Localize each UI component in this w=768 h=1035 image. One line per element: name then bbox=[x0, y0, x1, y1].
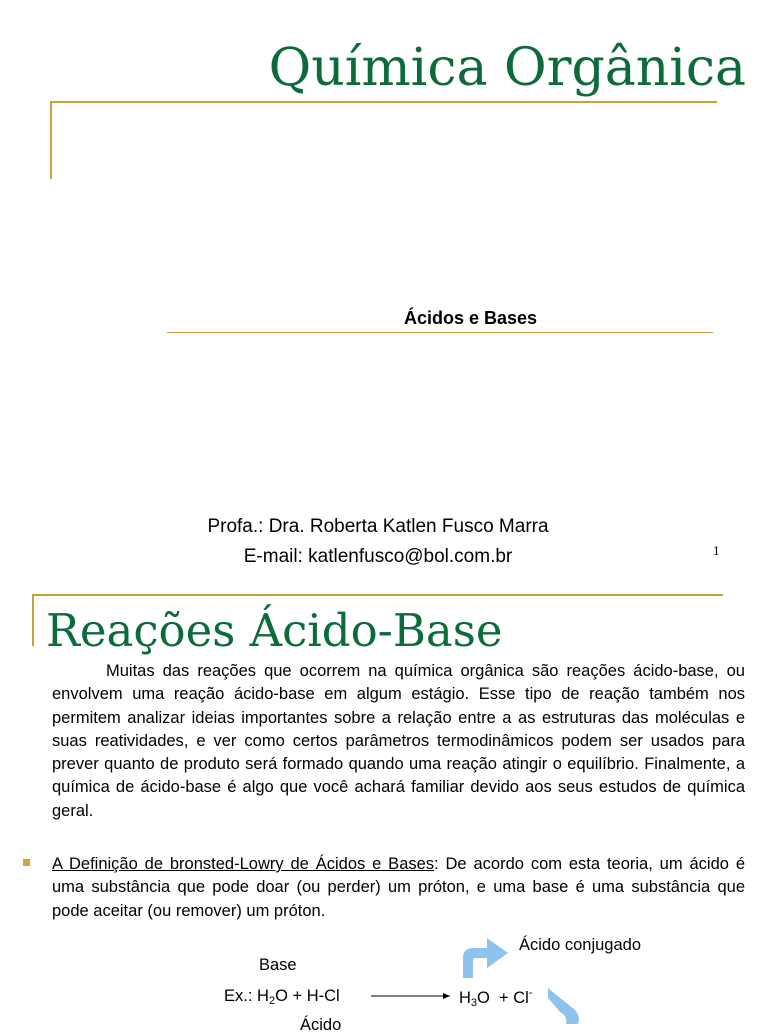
label-base: Base bbox=[259, 956, 297, 974]
slide-title: Química Orgânica bbox=[268, 38, 746, 98]
reactants: Ex.: $H_2O + H-Cl$ bbox=[224, 987, 340, 1007]
subtitle-rule bbox=[167, 332, 713, 333]
conjugate-base-curved-arrow-icon bbox=[548, 988, 579, 1024]
slide-title: Reações Ácido-Base bbox=[46, 604, 503, 657]
label-acid: Ácido bbox=[300, 1016, 342, 1034]
page-number: 1 bbox=[713, 545, 720, 558]
conjugate-acid-curved-arrow-icon bbox=[463, 938, 508, 978]
label-conjugate-acid: Ácido conjugado bbox=[519, 936, 642, 954]
reaction-diagram bbox=[0, 580, 768, 1024]
author-email: E-mail: katlenfusco@bol.com.br bbox=[243, 546, 513, 567]
slide-subtitle: Ácidos e Bases bbox=[404, 308, 538, 328]
intro-paragraph-text: Muitas das reações que ocorrem na química orgânica são reações ácido-base, ou envolvem uma reação ácido-base em algum estágio. Esse tipo de reação também nos permitem analizar ideias importantes sobre a relação entre a as estruturas das moléculas e suas reatividades, e ver como certos parâmetros termodinâmicos podem ser usados para prever quanto de produto será formado quando uma reação atingir o equilíbrio. Finalmente, a química de ácido-base é algo que você achará familiar devido aos seus estudos de química geral. bbox=[52, 662, 745, 820]
author-name: Profa.: Dra. Roberta Katlen Fusco Marra bbox=[207, 516, 549, 537]
definition-heading: A Definição de bronsted-Lowry de Ácidos e Bases bbox=[52, 855, 435, 873]
title-rule-vertical bbox=[50, 101, 52, 179]
slide-2 bbox=[0, 580, 768, 1034]
products: $H_3O + Cl^-$ bbox=[459, 987, 533, 1009]
title-rule-horizontal bbox=[50, 101, 717, 103]
definition-text: : De acordo com esta teoria, um ácido é uma substância que pode doar (ou perder) um próton, e uma base é uma substância que pode aceitar (ou remover) um próton. bbox=[52, 855, 745, 920]
